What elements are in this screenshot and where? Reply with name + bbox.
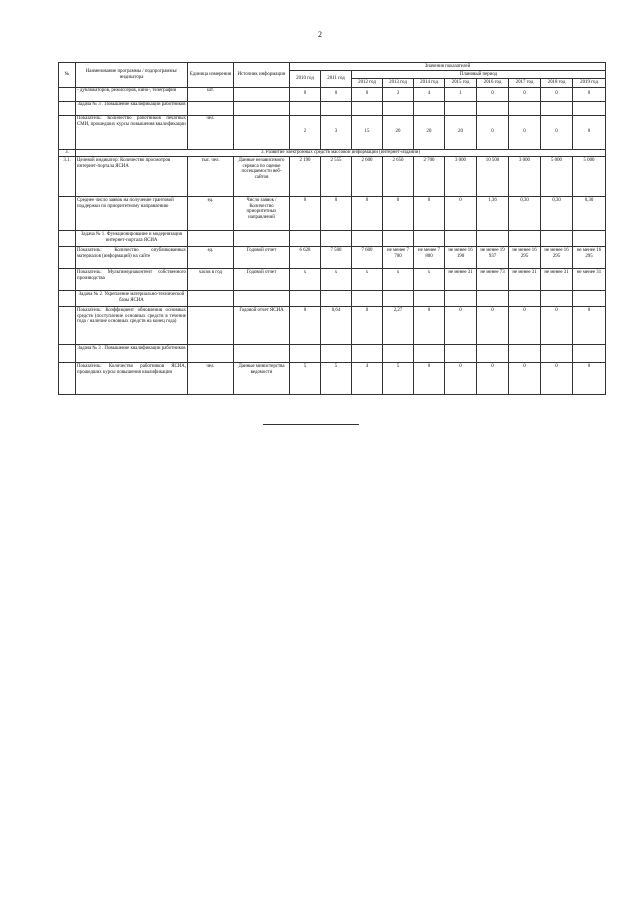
row-source: Годовой отчет — [234, 247, 290, 269]
table-row — [59, 291, 606, 307]
row-value: 0 — [414, 363, 445, 395]
row-value: 2 — [290, 115, 321, 149]
row-source: Годовой отчет ЯСИА — [234, 307, 290, 345]
row-unit: ед. — [188, 247, 234, 269]
row-unit: чел. — [188, 363, 234, 395]
row-value: 3 — [321, 115, 352, 149]
row-no — [59, 345, 76, 363]
row-no — [59, 363, 76, 395]
table-row — [59, 307, 606, 345]
row-value: 0 — [290, 197, 321, 231]
header-year: 2011 год — [321, 71, 352, 87]
row-value: 0 — [445, 363, 477, 395]
row-no — [59, 101, 76, 115]
row-name: Показатель: Количество работников печатных СМИ, прошедших курсы повышения квалификации — [76, 115, 188, 149]
row-value: х — [321, 269, 352, 291]
row-value: не менее 31 — [445, 269, 477, 291]
row-value: 20 — [414, 115, 445, 149]
row-value: 6 628 — [290, 247, 321, 269]
header-year: 2018 год — [541, 79, 573, 87]
row-value: 5 — [321, 363, 352, 395]
header-values: Значения показателей — [290, 63, 606, 71]
table-row — [59, 269, 606, 291]
row-value: 0 — [352, 307, 383, 345]
row-value: 0 — [509, 307, 541, 345]
row-name: Целевой индикатор: Количество просмотров интернет-портала ЯСИА — [76, 157, 188, 197]
row-value: 7 600 — [352, 247, 383, 269]
table-row — [59, 247, 606, 269]
header-plan-period: Плановый период — [352, 71, 606, 79]
row-unit — [188, 307, 234, 345]
row-unit: тыс. чел. — [188, 157, 234, 197]
task-title: Задача № 1. Функционирование и модернизация интернет-портала ЯСИА — [76, 231, 188, 247]
row-unit: часов в год — [188, 269, 234, 291]
row-name: Среднее число заявок на получение грантовой поддержки по приоритетному направлению — [76, 197, 188, 231]
row-no: 3.1. — [59, 157, 76, 197]
row-value: 20 — [383, 115, 414, 149]
row-unit: ед. — [188, 197, 234, 231]
table-row — [59, 197, 606, 231]
header-year: 2012 год — [352, 79, 383, 87]
row-value: не менее 16 295 — [573, 247, 606, 269]
header-unit: Единица измерения — [188, 63, 234, 88]
row-source: Данные министерства ведомости — [234, 363, 290, 395]
row-value: 0 — [509, 115, 541, 149]
row-value: 2 190 — [290, 157, 321, 197]
row-value: 4 — [414, 87, 445, 101]
row-unit — [188, 231, 234, 247]
row-value: не менее 16 295 — [509, 247, 541, 269]
row-value: 5 — [290, 363, 321, 395]
row-value: 0 — [352, 197, 383, 231]
row-value: не менее 31 — [541, 269, 573, 291]
row-no — [59, 269, 76, 291]
row-value: 3 000 — [445, 157, 477, 197]
row-value: 0 — [477, 363, 509, 395]
row-value: 0 — [445, 307, 477, 345]
row-value: не менее 73 — [477, 269, 509, 291]
header-row-1 — [59, 63, 606, 71]
row-name: Показатель: Коэффициент обновления основных средств (поступление основных средств в течение года / наличие основных средств на конец года) — [76, 307, 188, 345]
table-row — [59, 231, 606, 247]
row-value: х — [290, 269, 321, 291]
footer-divider — [263, 424, 359, 425]
row-name: Показатель: Количество опубликованных материалов (информаций) на сайте — [76, 247, 188, 269]
row-no — [59, 307, 76, 345]
row-value: не менее 16 190 — [445, 247, 477, 269]
row-no — [59, 231, 76, 247]
row-value: 0,64 — [321, 307, 352, 345]
row-value: 0,30 — [573, 197, 606, 231]
row-value: 2 600 — [352, 157, 383, 197]
row-source — [234, 345, 290, 363]
row-value: 5 000 — [541, 157, 573, 197]
header-source: Источник информации — [234, 63, 290, 88]
page-number: 2 — [318, 30, 322, 39]
row-source: Годовой отчет — [234, 269, 290, 291]
row-value: 15 — [352, 115, 383, 149]
row-value: 0 — [573, 87, 606, 101]
row-value: не менее 31 — [573, 269, 606, 291]
row-value: 2 555 — [321, 157, 352, 197]
row-value: 0 — [290, 87, 321, 101]
row-value: 10 500 — [477, 157, 509, 197]
table-row — [59, 87, 606, 101]
row-value: 0 — [477, 87, 509, 101]
row-value: 7 500 — [321, 247, 352, 269]
row-value: 2,27 — [383, 307, 414, 345]
row-value: 0 — [321, 197, 352, 231]
row-no — [59, 291, 76, 307]
section-row — [59, 149, 606, 157]
header-year: 2014 год — [414, 79, 445, 87]
indicators-table — [58, 62, 606, 395]
indicators-table-container — [58, 62, 605, 395]
row-value: 0 — [477, 307, 509, 345]
row-value: 0 — [541, 87, 573, 101]
header-year: 2015 год — [445, 79, 477, 87]
task-title: Задача № 3 . Повышение квалификации работников — [76, 101, 188, 115]
task-title: Задача № 2. Укрепление материально-технической базы ЯСИА — [76, 291, 188, 307]
row-value: х — [414, 269, 445, 291]
row-value: 0 — [414, 307, 445, 345]
section-no: 3. — [59, 149, 76, 157]
table-row — [59, 101, 606, 115]
row-value: 0 — [509, 87, 541, 101]
row-source — [234, 231, 290, 247]
row-value: 1 — [445, 87, 477, 101]
row-value: 0 — [573, 363, 606, 395]
row-source: Данные независимого сервиса по оценке посещаемости веб-сайтов — [234, 157, 290, 197]
row-value: 0 — [352, 87, 383, 101]
header-year: 2010 год — [290, 71, 321, 87]
row-value: не менее 7 700 — [383, 247, 414, 269]
section-title: 3. Развитие электронных средств массовой информации (интернет-изданий) — [76, 149, 606, 157]
row-no — [59, 197, 76, 231]
row-value: не менее 16 295 — [541, 247, 573, 269]
header-name: Наименование программы / подпрограммы/ индикатора — [76, 63, 188, 88]
row-name: Показатель: Мультимедиаконтент собственного производства — [76, 269, 188, 291]
row-value: 20 — [445, 115, 477, 149]
row-value: 0 — [573, 307, 606, 345]
row-value: 1,36 — [477, 197, 509, 231]
row-value: 0 — [541, 307, 573, 345]
row-value: 0 — [509, 363, 541, 395]
header-year: 2017 год — [509, 79, 541, 87]
row-no — [59, 247, 76, 269]
row-source: Число заявок / Количество приоритетных направлений — [234, 197, 290, 231]
row-source — [234, 101, 290, 115]
table-row — [59, 363, 606, 395]
row-value: 0 — [290, 307, 321, 345]
row-value: х — [383, 269, 414, 291]
table-row — [59, 115, 606, 149]
row-value: 2 650 — [383, 157, 414, 197]
row-value: 0,30 — [509, 197, 541, 231]
row-unit — [188, 101, 234, 115]
row-unit: шт. — [188, 87, 234, 101]
row-value: 0 — [321, 87, 352, 101]
header-no: № — [59, 63, 76, 88]
row-value: х — [352, 269, 383, 291]
row-name: - дубляжаторов, режиссеров, кино-, телеграфий — [76, 87, 188, 101]
row-value: 0 — [414, 197, 445, 231]
row-value: 3 — [383, 87, 414, 101]
row-value: 0 — [541, 363, 573, 395]
row-no — [59, 87, 76, 101]
row-value: 0 — [445, 197, 477, 231]
header-year: 2019 год — [573, 79, 606, 87]
header-year: 2013 год — [383, 79, 414, 87]
row-value: 3 000 — [509, 157, 541, 197]
header-year: 2016 год — [477, 79, 509, 87]
row-value: 0,30 — [541, 197, 573, 231]
row-value: 4 — [352, 363, 383, 395]
row-value: 0 — [477, 115, 509, 149]
row-unit — [188, 345, 234, 363]
row-value: 5 000 — [573, 157, 606, 197]
row-value: не менее 19 937 — [477, 247, 509, 269]
row-value: не менее 7 800 — [414, 247, 445, 269]
row-value: 0 — [573, 115, 606, 149]
table-row — [59, 157, 606, 197]
row-unit — [188, 291, 234, 307]
row-name: Показатель: Количество работников ЯСИА, прошедших курсы повышения квалификации — [76, 363, 188, 395]
row-source — [234, 115, 290, 149]
row-value: 2 700 — [414, 157, 445, 197]
row-value: 0 — [541, 115, 573, 149]
row-unit: чел. — [188, 115, 234, 149]
row-source — [234, 87, 290, 101]
row-no — [59, 115, 76, 149]
row-value: 5 — [383, 363, 414, 395]
row-source — [234, 291, 290, 307]
row-value: не менее 31 — [509, 269, 541, 291]
row-value: 0 — [383, 197, 414, 231]
table-row — [59, 345, 606, 363]
task-title: Задача № 3 . Повышение квалификации работников — [76, 345, 188, 363]
